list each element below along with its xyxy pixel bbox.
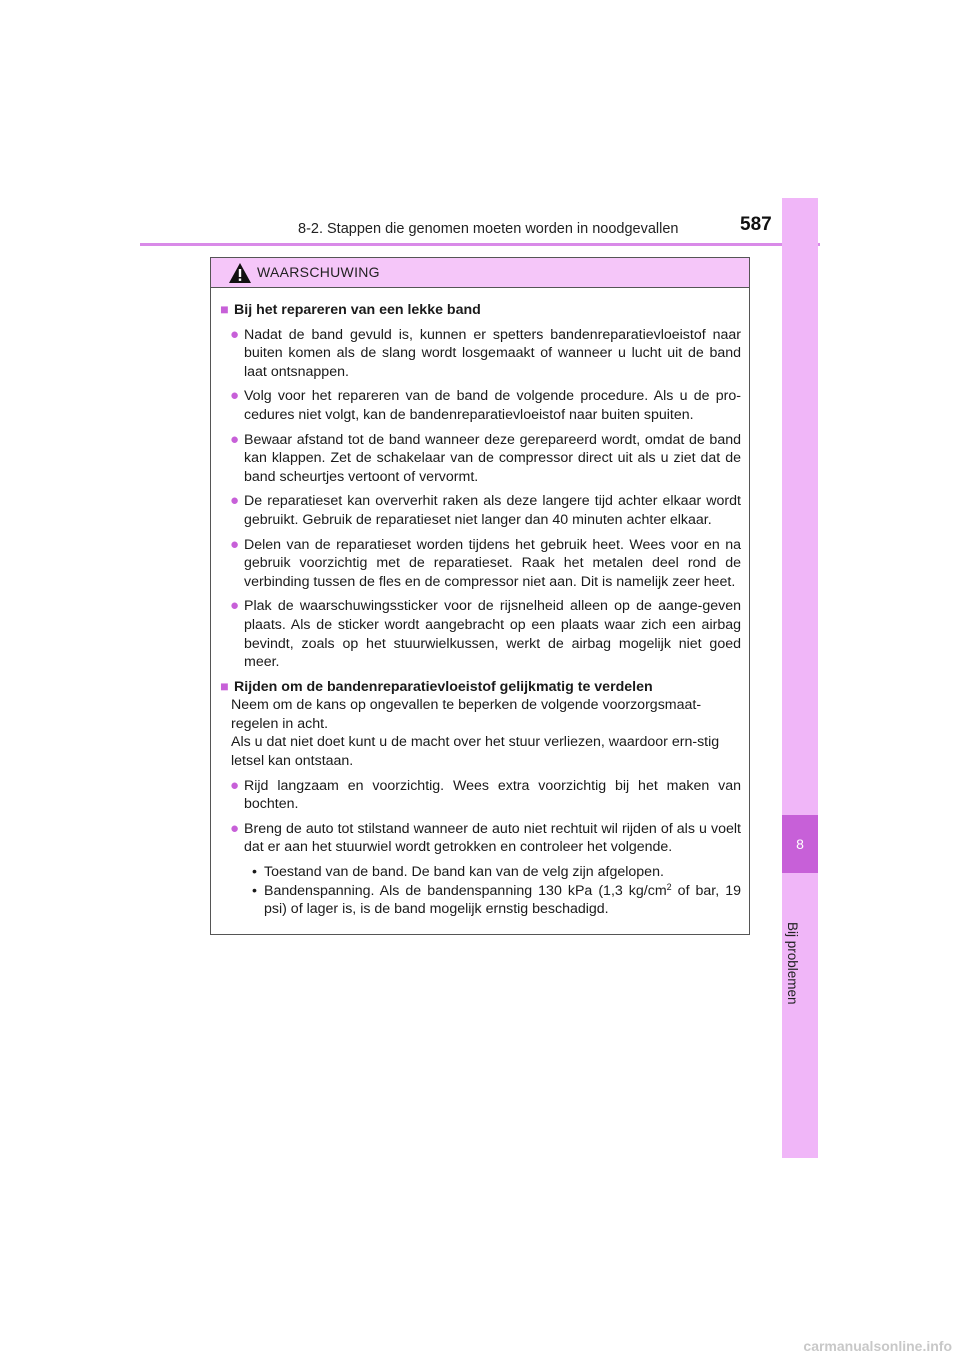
square-bullet-icon: ■ <box>220 678 229 695</box>
sub-list-item-text <box>264 882 741 919</box>
circle-bullet-icon: ● <box>230 387 240 405</box>
paragraph: Als u dat niet doet kunt u de macht over het stuur verliezen, waardoor ern-stig letsel kan ontstaan. <box>231 734 720 770</box>
list-item <box>220 326 741 382</box>
circle-bullet-icon: ● <box>230 597 240 615</box>
list-item <box>220 777 741 814</box>
chapter-tab <box>782 198 818 1158</box>
list-item-text: Delen van de reparatieset worden tijdens het gebruik heet. Wees voor en na gebruik voorzichtig met de reparatieset. Raak het metalen deel rond de verbinding tussen de fles en de compressor niet aan. Dit is namelijk zeer heet. <box>244 536 741 590</box>
chapter-number: 8 <box>782 815 818 873</box>
warning-triangle-icon <box>228 262 252 284</box>
section-heading <box>220 301 741 320</box>
small-bullet-icon: • <box>252 882 257 899</box>
section-heading <box>220 678 741 697</box>
header-rule <box>140 243 820 246</box>
pressure-text-a: Bandenspanning. Als de bandenspanning 130 kPa (1,3 kg/cm <box>264 882 667 899</box>
circle-bullet-icon: ● <box>230 430 240 448</box>
chapter-label: Bij problemen <box>785 922 800 1005</box>
circle-bullet-icon: ● <box>230 535 240 553</box>
sub-list-item <box>220 863 741 882</box>
list-item-text: Breng de auto tot stilstand wanneer de auto niet rechtuit wil rijden of als u voelt dat er aan het stuurwiel wordt getrokken en controleer het volgende. <box>244 820 741 856</box>
list-item-text: Rijd langzaam en voorzichtig. Wees extra voorzichtig bij het maken van bochten. <box>244 777 741 813</box>
list-item-text: Volg voor het repareren van de band de volgende procedure. Als u de pro-cedures niet volgt, kan de bandenreparatievloeistof naar buiten spuiten. <box>244 388 741 423</box>
warning-header <box>211 258 749 288</box>
small-bullet-icon: • <box>252 864 257 881</box>
section-title: 8-2. Stappen die genomen moeten worden in noodgevallen <box>298 221 679 237</box>
list-item <box>220 387 741 424</box>
section-heading-text: Rijden om de bandenreparatievloeistof gelijkmatig te verdelen <box>234 678 653 695</box>
sub-list-item <box>220 882 741 919</box>
circle-bullet-icon: ● <box>230 325 240 343</box>
superscript: 2 <box>666 881 672 892</box>
sub-list-item-text: Toestand van de band. De band kan van de velg zijn afgelopen. <box>264 864 664 881</box>
warning-content <box>211 288 749 919</box>
list-item <box>220 820 741 857</box>
circle-bullet-icon: ● <box>230 819 240 837</box>
list-item <box>220 431 741 487</box>
page-number: 587 <box>740 214 772 235</box>
list-item <box>220 536 741 592</box>
list-item-text: De reparatieset kan oververhit raken als deze langere tijd achter elkaar wordt gebruikt. Gebruik de reparatieset niet langer dan 40 minuten achter elkaar. <box>244 493 741 528</box>
list-item-text: Bewaar afstand tot de band wanneer deze gerepareerd wordt, omdat de band kan klappen. Zet de schakelaar van de compressor direct uit als u ziet dat de band scheurtjes vertoont of vervormt. <box>244 431 741 485</box>
footer-watermark: carmanualsonline.info <box>803 1338 952 1354</box>
warning-title: WAARSCHUWING <box>257 264 380 280</box>
pressure-text-b: of bar, 19 psi) of lager is, is de band mogelijk ernstig beschadigd. <box>264 882 741 918</box>
list-item <box>220 492 741 529</box>
section-heading-text: Bij het repareren van een lekke band <box>234 302 481 318</box>
square-bullet-icon: ■ <box>220 302 229 318</box>
paragraph: Neem om de kans op ongevallen te beperken de volgende voorzorgsmaat-regelen in acht. <box>231 697 702 732</box>
circle-bullet-icon: ● <box>230 776 240 794</box>
list-item-text: Nadat de band gevuld is, kunnen er spetters bandenreparatievloeistof naar buiten komen als de slang wordt losgemaakt of wanneer u lucht uit de band laat ontsnappen. <box>244 326 741 380</box>
list-item-text: Plak de waarschuwingssticker voor de rijsnelheid alleen op de aange-geven plaats. Als de sticker wordt aangebracht op een plaats waar zich een airbag bevindt, zoals op het stuurwielkussen, werkt de airbag mogelijk niet goed meer. <box>244 598 741 671</box>
warning-box <box>210 257 750 935</box>
circle-bullet-icon: ● <box>230 492 240 510</box>
list-item <box>220 597 741 671</box>
